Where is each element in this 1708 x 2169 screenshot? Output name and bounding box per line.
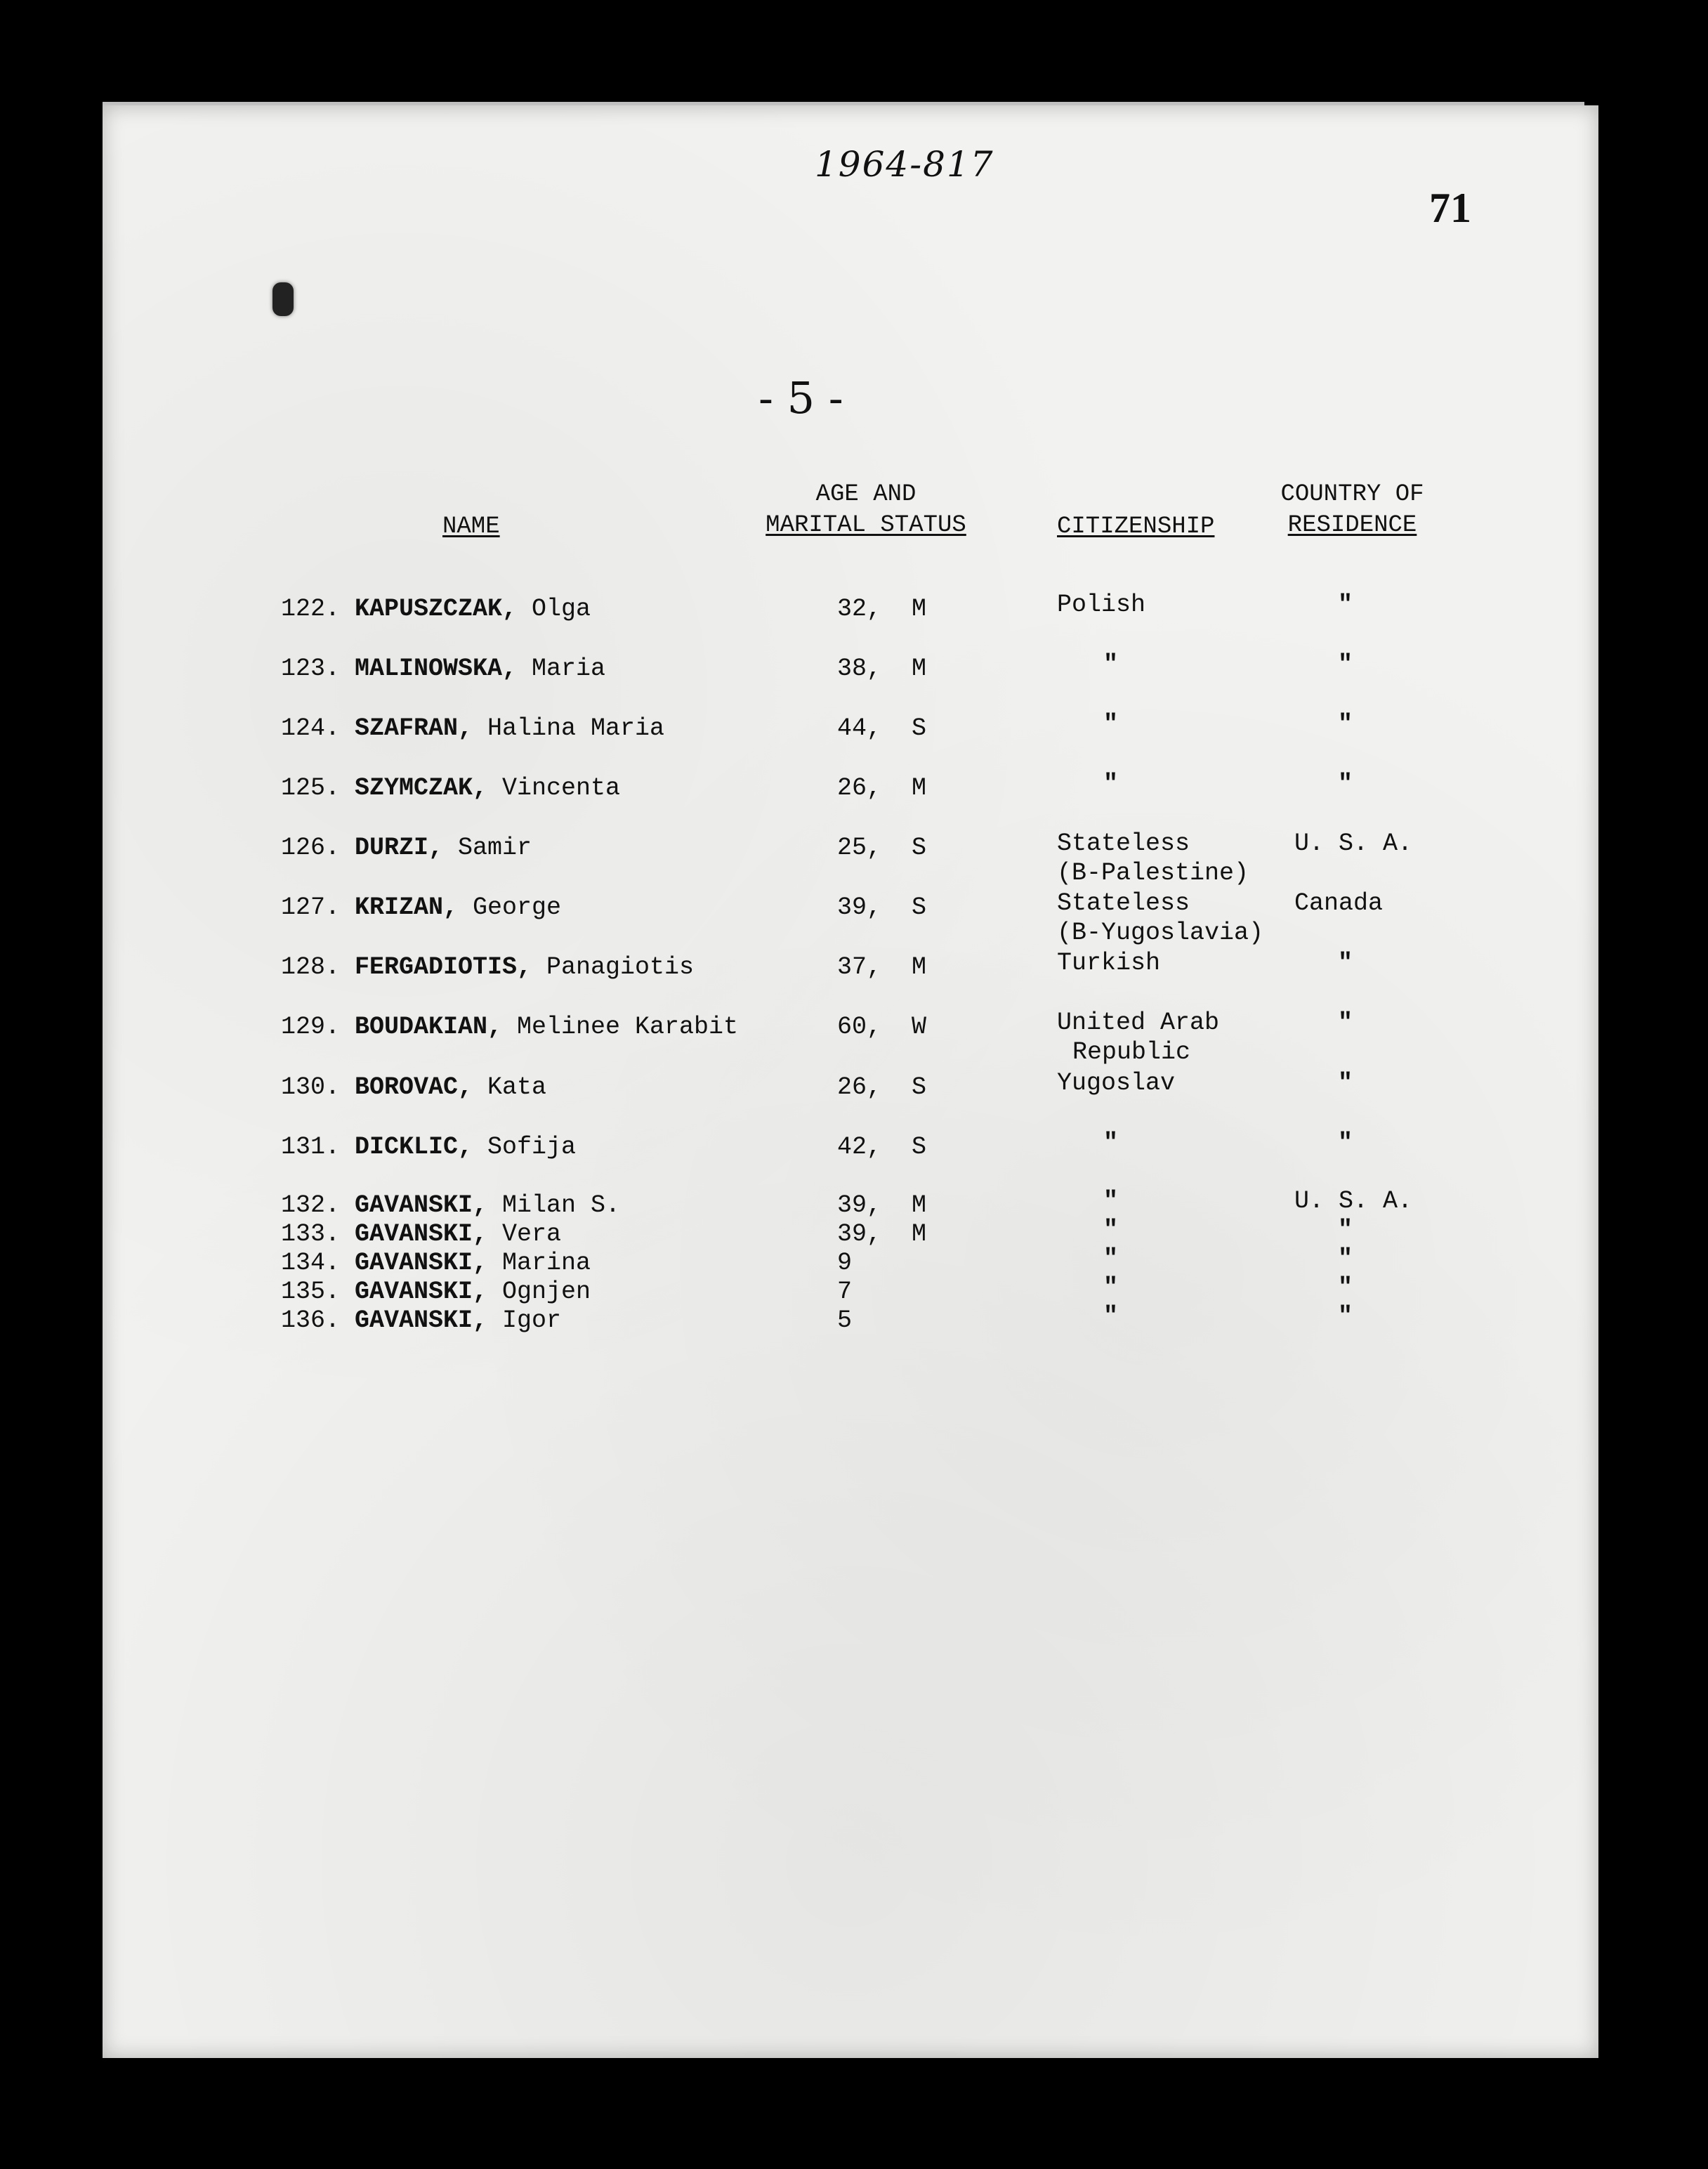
given-name: Milan S. [502,1191,621,1219]
given-name: Ognjen [502,1278,591,1306]
given-name: Samir [458,834,532,862]
row-number: 130. [281,1073,341,1101]
row-number: 129. [281,1013,341,1041]
row-number: 131. [281,1133,341,1161]
surname: KRIZAN, [355,893,459,922]
age: 26, [837,1073,882,1101]
citizenship: United Arab [1057,1009,1220,1037]
citizenship: " [1103,1273,1119,1302]
row-number: 133. [281,1220,341,1248]
age: 32, [837,595,882,623]
age: 25, [837,834,882,862]
age: 44, [837,714,882,742]
citizenship: " [1103,1302,1119,1330]
marital-status: M [912,655,927,683]
age: 9 [837,1249,853,1277]
surname: FERGADIOTIS, [355,953,532,981]
country-of-residence: Canada [1294,889,1384,917]
country-of-residence: " [1338,949,1353,977]
given-name: Melinee Karabit [517,1013,739,1041]
citizenship: " [1103,1187,1119,1215]
citizenship: " [1103,1129,1119,1157]
row-number: 136. [281,1306,341,1335]
given-name: Olga [532,595,591,623]
citizenship: " [1103,1216,1119,1244]
age: 42, [837,1133,882,1161]
surname: MALINOWSKA, [355,655,518,683]
citizenship-line2: (B-Yugoslavia) [1057,919,1264,947]
citizenship: Polish [1057,591,1146,619]
citizenship-line2: Republic [1072,1038,1191,1066]
surname: KAPUSZCZAK, [355,595,518,623]
citizenship: " [1103,1245,1119,1273]
surname: BOROVAC, [355,1073,473,1101]
marital-status: S [912,714,927,742]
marital-status: S [912,1073,927,1101]
marital-status: M [912,1191,927,1219]
citizenship: Turkish [1057,949,1161,977]
marital-status: S [912,834,927,862]
surname: SZAFRAN, [355,714,473,742]
country-of-residence: " [1338,1069,1353,1097]
citizenship-line2: (B-Palestine) [1057,859,1249,887]
age: 38, [837,655,882,683]
row-number: 123. [281,655,341,683]
marital-status: M [912,1220,927,1248]
punch-hole-icon [272,282,294,316]
given-name: George [473,893,562,922]
marital-status: W [912,1013,927,1041]
citizenship: Yugoslav [1057,1069,1176,1097]
marital-status: M [912,774,927,802]
row-number: 135. [281,1278,341,1306]
row-number: 134. [281,1249,341,1277]
country-of-residence: " [1338,1009,1353,1037]
marital-status: S [912,893,927,922]
country-of-residence: " [1338,591,1353,619]
citizenship: " [1103,650,1119,679]
country-of-residence: U. S. A. [1294,830,1413,858]
header-age-line2: MARITAL STATUS [766,512,966,539]
age: 39, [837,893,882,922]
given-name: Vera [502,1220,562,1248]
citizenship: " [1103,710,1119,738]
header-citizenship-label: CITIZENSHIP [1057,513,1215,540]
marital-status: M [912,595,927,623]
age: 39, [837,1191,882,1219]
given-name: Halina Maria [487,714,665,742]
age: 26, [837,774,882,802]
surname: GAVANSKI, [355,1278,488,1306]
country-of-residence: U. S. A. [1294,1187,1413,1215]
country-of-residence: " [1338,770,1353,798]
header-residence [1277,479,1428,541]
header-age-status [761,479,971,541]
surname: DURZI, [355,834,444,862]
country-of-residence: " [1338,1216,1353,1244]
country-of-residence: " [1338,650,1353,679]
country-of-residence: " [1338,710,1353,738]
header-name-label: NAME [442,513,500,540]
marital-status: S [912,1133,927,1161]
given-name: Panagiotis [546,953,695,981]
header-residence-line1: COUNTRY OF [1280,481,1424,508]
header-age-line1: AGE AND [815,481,917,508]
row-number: 124. [281,714,341,742]
page-marker: - 5 - [758,372,843,424]
page-number: 71 [1429,185,1471,231]
row-number: 128. [281,953,341,981]
country-of-residence: " [1338,1129,1353,1157]
country-of-residence: " [1338,1273,1353,1302]
citizenship: " [1103,770,1119,798]
handwritten-reference: 1964-817 [815,144,994,185]
given-name: Igor [502,1306,562,1335]
row-number: 127. [281,893,341,922]
age: 7 [837,1278,853,1306]
country-of-residence: " [1338,1245,1353,1273]
row-number: 122. [281,595,341,623]
given-name: Sofija [487,1133,577,1161]
surname: GAVANSKI, [355,1191,488,1219]
age: 5 [837,1306,853,1335]
citizenship: Stateless [1057,830,1190,858]
citizenship: Stateless [1057,889,1190,917]
given-name: Marina [502,1249,591,1277]
header-name [442,511,500,542]
row-number: 132. [281,1191,341,1219]
given-name: Maria [532,655,606,683]
age: 60, [837,1013,882,1041]
header-citizenship [1057,511,1214,542]
row-number: 126. [281,834,341,862]
row-number: 125. [281,774,341,802]
surname: GAVANSKI, [355,1249,488,1277]
age: 39, [837,1220,882,1248]
marital-status: M [912,953,927,981]
surname: GAVANSKI, [355,1306,488,1335]
surname: SZYMCZAK, [355,774,488,802]
age: 37, [837,953,882,981]
surname: DICKLIC, [355,1133,473,1161]
country-of-residence: " [1338,1302,1353,1330]
header-residence-line2: RESIDENCE [1287,512,1417,539]
given-name: Vincenta [502,774,621,802]
surname: BOUDAKIAN, [355,1013,503,1041]
surname: GAVANSKI, [355,1220,488,1248]
given-name: Kata [487,1073,547,1101]
